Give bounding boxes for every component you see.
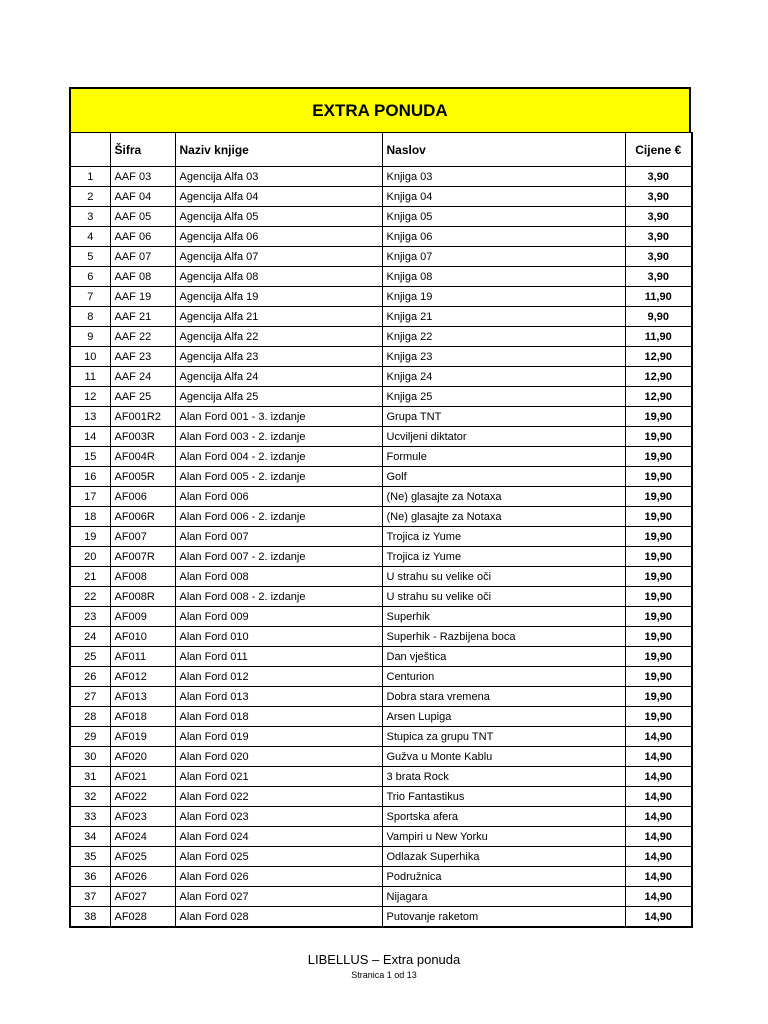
- row-code: AAF 23: [110, 347, 175, 367]
- row-title: Sportska afera: [382, 807, 625, 827]
- row-number: 28: [70, 707, 110, 727]
- header-book-name: Naziv knjige: [175, 133, 382, 167]
- row-price: 19,90: [625, 487, 692, 507]
- row-code: AAF 05: [110, 207, 175, 227]
- row-price: 3,90: [625, 167, 692, 187]
- row-number: 26: [70, 667, 110, 687]
- row-book-name: Alan Ford 010: [175, 627, 382, 647]
- table-row: [70, 467, 692, 487]
- row-code: AF008R: [110, 587, 175, 607]
- table-row: [70, 827, 692, 847]
- row-price: 12,90: [625, 347, 692, 367]
- row-price: 19,90: [625, 407, 692, 427]
- table-row: [70, 907, 692, 928]
- table-row: [70, 647, 692, 667]
- row-book-name: Alan Ford 006 - 2. izdanje: [175, 507, 382, 527]
- row-book-name: Alan Ford 005 - 2. izdanje: [175, 467, 382, 487]
- table-row: [70, 547, 692, 567]
- row-title: Trojica iz Yume: [382, 527, 625, 547]
- row-number: 14: [70, 427, 110, 447]
- row-code: AAF 21: [110, 307, 175, 327]
- row-price: 19,90: [625, 707, 692, 727]
- row-price: 14,90: [625, 727, 692, 747]
- row-book-name: Alan Ford 007 - 2. izdanje: [175, 547, 382, 567]
- row-number: 35: [70, 847, 110, 867]
- row-number: 18: [70, 507, 110, 527]
- row-code: AF006: [110, 487, 175, 507]
- row-number: 16: [70, 467, 110, 487]
- table-row: [70, 847, 692, 867]
- table-row: [70, 287, 692, 307]
- row-code: AF024: [110, 827, 175, 847]
- row-price: 3,90: [625, 227, 692, 247]
- row-number: 1: [70, 167, 110, 187]
- row-book-name: Alan Ford 024: [175, 827, 382, 847]
- row-title: Podružnica: [382, 867, 625, 887]
- row-book-name: Agencija Alfa 23: [175, 347, 382, 367]
- row-number: 24: [70, 627, 110, 647]
- row-book-name: Agencija Alfa 08: [175, 267, 382, 287]
- row-book-name: Alan Ford 026: [175, 867, 382, 887]
- row-book-name: Alan Ford 012: [175, 667, 382, 687]
- table-row: [70, 507, 692, 527]
- row-book-name: Alan Ford 023: [175, 807, 382, 827]
- row-number: 12: [70, 387, 110, 407]
- row-price: 9,90: [625, 307, 692, 327]
- row-price: 19,90: [625, 567, 692, 587]
- row-price: 12,90: [625, 387, 692, 407]
- row-title: Knjiga 07: [382, 247, 625, 267]
- row-title: Arsen Lupiga: [382, 707, 625, 727]
- row-number: 6: [70, 267, 110, 287]
- row-code: AF021: [110, 767, 175, 787]
- table-row: [70, 787, 692, 807]
- row-price: 11,90: [625, 287, 692, 307]
- table-row: [70, 687, 692, 707]
- row-price: 11,90: [625, 327, 692, 347]
- row-price: 19,90: [625, 527, 692, 547]
- row-title: Knjiga 23: [382, 347, 625, 367]
- row-book-name: Alan Ford 011: [175, 647, 382, 667]
- row-price: 19,90: [625, 687, 692, 707]
- row-price: 19,90: [625, 667, 692, 687]
- row-price: 14,90: [625, 767, 692, 787]
- row-code: AF004R: [110, 447, 175, 467]
- row-book-name: Alan Ford 025: [175, 847, 382, 867]
- row-book-name: Alan Ford 008: [175, 567, 382, 587]
- row-code: AF028: [110, 907, 175, 928]
- table-row: [70, 707, 692, 727]
- row-title: Knjiga 22: [382, 327, 625, 347]
- row-code: AAF 07: [110, 247, 175, 267]
- row-number: 5: [70, 247, 110, 267]
- row-number: 4: [70, 227, 110, 247]
- row-book-name: Agencija Alfa 04: [175, 187, 382, 207]
- row-title: Knjiga 24: [382, 367, 625, 387]
- table-row: [70, 667, 692, 687]
- table-row: [70, 587, 692, 607]
- row-code: AF011: [110, 647, 175, 667]
- row-code: AAF 24: [110, 367, 175, 387]
- row-title: U strahu su velike oči: [382, 567, 625, 587]
- row-number: 10: [70, 347, 110, 367]
- row-price: 19,90: [625, 547, 692, 567]
- row-number: 29: [70, 727, 110, 747]
- row-code: AAF 22: [110, 327, 175, 347]
- row-book-name: Alan Ford 007: [175, 527, 382, 547]
- row-number: 33: [70, 807, 110, 827]
- row-title: Dan vještica: [382, 647, 625, 667]
- page-title: EXTRA PONUDA: [69, 87, 691, 132]
- row-title: Nijagara: [382, 887, 625, 907]
- table-row: [70, 867, 692, 887]
- table-row: [70, 747, 692, 767]
- row-price: 3,90: [625, 207, 692, 227]
- row-number: 3: [70, 207, 110, 227]
- row-title: Grupa TNT: [382, 407, 625, 427]
- row-code: AF019: [110, 727, 175, 747]
- row-book-name: Alan Ford 018: [175, 707, 382, 727]
- row-title: U strahu su velike oči: [382, 587, 625, 607]
- row-title: Knjiga 05: [382, 207, 625, 227]
- row-title: Odlazak Superhika: [382, 847, 625, 867]
- row-book-name: Agencija Alfa 19: [175, 287, 382, 307]
- row-price: 12,90: [625, 367, 692, 387]
- row-number: 13: [70, 407, 110, 427]
- table-row: [70, 567, 692, 587]
- row-number: 15: [70, 447, 110, 467]
- row-title: Knjiga 08: [382, 267, 625, 287]
- row-code: AF025: [110, 847, 175, 867]
- row-title: Knjiga 19: [382, 287, 625, 307]
- row-code: AAF 25: [110, 387, 175, 407]
- row-price: 19,90: [625, 507, 692, 527]
- table-row: [70, 187, 692, 207]
- row-number: 21: [70, 567, 110, 587]
- row-number: 23: [70, 607, 110, 627]
- row-number: 31: [70, 767, 110, 787]
- row-book-name: Alan Ford 009: [175, 607, 382, 627]
- row-book-name: Agencija Alfa 05: [175, 207, 382, 227]
- row-number: 27: [70, 687, 110, 707]
- row-book-name: Agencija Alfa 07: [175, 247, 382, 267]
- row-number: 8: [70, 307, 110, 327]
- row-book-name: Alan Ford 006: [175, 487, 382, 507]
- row-title: Knjiga 25: [382, 387, 625, 407]
- row-code: AF022: [110, 787, 175, 807]
- row-number: 32: [70, 787, 110, 807]
- row-code: AF007: [110, 527, 175, 547]
- row-book-name: Alan Ford 004 - 2. izdanje: [175, 447, 382, 467]
- row-code: AF006R: [110, 507, 175, 527]
- row-number: 25: [70, 647, 110, 667]
- row-price: 19,90: [625, 587, 692, 607]
- row-price: 19,90: [625, 467, 692, 487]
- row-number: 37: [70, 887, 110, 907]
- table-row: [70, 247, 692, 267]
- row-title: Superhik - Razbijena boca: [382, 627, 625, 647]
- table-row: [70, 427, 692, 447]
- table-row: [70, 727, 692, 747]
- row-title: Vampiri u New Yorku: [382, 827, 625, 847]
- row-book-name: Alan Ford 003 - 2. izdanje: [175, 427, 382, 447]
- row-code: AAF 04: [110, 187, 175, 207]
- table-row: [70, 307, 692, 327]
- row-code: AF008: [110, 567, 175, 587]
- row-price: 3,90: [625, 267, 692, 287]
- row-price: 14,90: [625, 907, 692, 928]
- row-code: AF018: [110, 707, 175, 727]
- table-row: [70, 487, 692, 507]
- table-row: [70, 447, 692, 467]
- row-title: Ucviljeni diktator: [382, 427, 625, 447]
- row-code: AF007R: [110, 547, 175, 567]
- page-number: Stranica 1 od 13: [351, 970, 417, 980]
- row-number: 7: [70, 287, 110, 307]
- row-price: 19,90: [625, 647, 692, 667]
- table-header-row: [70, 133, 692, 167]
- row-code: AAF 06: [110, 227, 175, 247]
- row-number: 19: [70, 527, 110, 547]
- row-title: Dobra stara vremena: [382, 687, 625, 707]
- row-price: 14,90: [625, 847, 692, 867]
- row-title: Gužva u Monte Kablu: [382, 747, 625, 767]
- row-book-name: Agencija Alfa 06: [175, 227, 382, 247]
- row-price: 14,90: [625, 807, 692, 827]
- row-price: 3,90: [625, 247, 692, 267]
- row-title: Knjiga 04: [382, 187, 625, 207]
- row-code: AF001R2: [110, 407, 175, 427]
- row-code: AF013: [110, 687, 175, 707]
- table-row: [70, 527, 692, 547]
- price-table: [69, 132, 693, 928]
- row-price: 14,90: [625, 747, 692, 767]
- table-row: [70, 807, 692, 827]
- table-row: [70, 267, 692, 287]
- row-price: 3,90: [625, 187, 692, 207]
- row-title: (Ne) glasajte za Notaxa: [382, 487, 625, 507]
- row-number: 9: [70, 327, 110, 347]
- row-code: AF020: [110, 747, 175, 767]
- row-book-name: Agencija Alfa 03: [175, 167, 382, 187]
- row-title: Knjiga 06: [382, 227, 625, 247]
- row-book-name: Alan Ford 013: [175, 687, 382, 707]
- row-book-name: Agencija Alfa 21: [175, 307, 382, 327]
- row-book-name: Alan Ford 019: [175, 727, 382, 747]
- row-code: AF026: [110, 867, 175, 887]
- table-row: [70, 207, 692, 227]
- price-list-sheet: [69, 87, 691, 928]
- row-book-name: Agencija Alfa 25: [175, 387, 382, 407]
- table-row: [70, 367, 692, 387]
- row-title: Trojica iz Yume: [382, 547, 625, 567]
- row-number: 30: [70, 747, 110, 767]
- row-code: AAF 19: [110, 287, 175, 307]
- row-book-name: Agencija Alfa 22: [175, 327, 382, 347]
- table-row: [70, 607, 692, 627]
- row-code: AAF 03: [110, 167, 175, 187]
- header-title: Naslov: [382, 133, 625, 167]
- row-book-name: Alan Ford 001 - 3. izdanje: [175, 407, 382, 427]
- row-code: AAF 08: [110, 267, 175, 287]
- row-code: AF010: [110, 627, 175, 647]
- table-row: [70, 887, 692, 907]
- row-number: 36: [70, 867, 110, 887]
- table-row: [70, 227, 692, 247]
- row-price: 14,90: [625, 827, 692, 847]
- row-number: 2: [70, 187, 110, 207]
- row-title: 3 brata Rock: [382, 767, 625, 787]
- row-price: 19,90: [625, 627, 692, 647]
- table-row: [70, 327, 692, 347]
- row-price: 19,90: [625, 447, 692, 467]
- row-price: 14,90: [625, 867, 692, 887]
- row-book-name: Alan Ford 021: [175, 767, 382, 787]
- table-row: [70, 167, 692, 187]
- row-title: Centurion: [382, 667, 625, 687]
- row-number: 38: [70, 907, 110, 928]
- row-title: Trio Fantastikus: [382, 787, 625, 807]
- row-book-name: Alan Ford 020: [175, 747, 382, 767]
- row-title: Knjiga 03: [382, 167, 625, 187]
- row-title: Putovanje raketom: [382, 907, 625, 928]
- row-code: AF005R: [110, 467, 175, 487]
- row-code: AF023: [110, 807, 175, 827]
- row-book-name: Alan Ford 008 - 2. izdanje: [175, 587, 382, 607]
- table-row: [70, 627, 692, 647]
- footer-title: LIBELLUS – Extra ponuda: [307, 952, 461, 967]
- table-row: [70, 347, 692, 367]
- row-number: 34: [70, 827, 110, 847]
- table-row: [70, 767, 692, 787]
- header-price: Cijene €: [625, 133, 692, 167]
- row-price: 19,90: [625, 427, 692, 447]
- row-price: 14,90: [625, 787, 692, 807]
- table-row: [70, 387, 692, 407]
- row-title: Superhik: [382, 607, 625, 627]
- row-title: Golf: [382, 467, 625, 487]
- row-book-name: Alan Ford 028: [175, 907, 382, 928]
- row-number: 22: [70, 587, 110, 607]
- row-title: Knjiga 21: [382, 307, 625, 327]
- row-title: (Ne) glasajte za Notaxa: [382, 507, 625, 527]
- row-book-name: Alan Ford 022: [175, 787, 382, 807]
- row-price: 14,90: [625, 887, 692, 907]
- row-number: 11: [70, 367, 110, 387]
- row-code: AF003R: [110, 427, 175, 447]
- row-number: 17: [70, 487, 110, 507]
- row-book-name: Alan Ford 027: [175, 887, 382, 907]
- row-title: Formule: [382, 447, 625, 467]
- row-code: AF009: [110, 607, 175, 627]
- row-number: 20: [70, 547, 110, 567]
- row-title: Stupica za grupu TNT: [382, 727, 625, 747]
- table-row: [70, 407, 692, 427]
- header-number: [70, 133, 110, 167]
- row-code: AF012: [110, 667, 175, 687]
- header-code: Šifra: [110, 133, 175, 167]
- row-book-name: Agencija Alfa 24: [175, 367, 382, 387]
- row-code: AF027: [110, 887, 175, 907]
- row-price: 19,90: [625, 607, 692, 627]
